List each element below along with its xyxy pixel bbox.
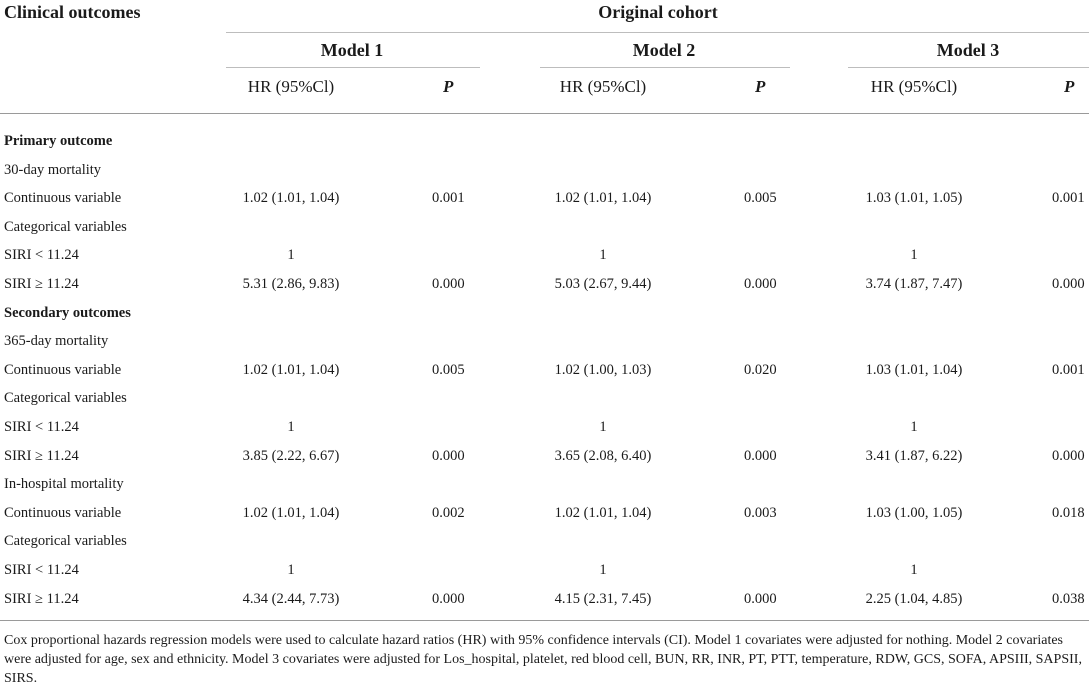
model-3-p-header: P [1064, 77, 1075, 96]
row-label: 365-day mortality [4, 333, 109, 350]
hr-cell-model-3: 3.41 (1.87, 6.22) [865, 447, 963, 464]
model-2-hr-header: HR (95%Cl) [559, 77, 647, 96]
p-cell-model-3: 0.000 [1052, 276, 1085, 292]
p-cell-model-2: 0.020 [744, 361, 777, 378]
hr-cell-model-3: 1 [910, 419, 918, 435]
table-footnote: Cox proportional hazards regression models were used to calculate hazard ratios (HR) with 95% confidence intervals (CI). Model 1 covariates were adjusted for nothing. Model 2 covariates were adjusted for age, sex and ethnicity. Model 3 covariates were adjusted for Los_hospital, platelet, red blood cell, BUN, RR, INR, PT, PTT, temperature, RDW, GCS, SOFA, APSIII, SAPSII, SIRS. [4, 633, 1082, 686]
row-label: Categorical variables [4, 218, 127, 235]
row-label: SIRI < 11.24 [4, 247, 79, 264]
hr-cell-model-2: 1.02 (1.00, 1.03) [554, 361, 652, 378]
model-1-hr-header: HR (95%Cl) [247, 77, 335, 96]
row-label: SIRI ≥ 11.24 [4, 447, 79, 464]
p-cell-model-1: 0.000 [432, 276, 465, 292]
row-label: SIRI < 11.24 [4, 562, 79, 578]
column-header-clinical-outcomes: Clinical outcomes [4, 2, 141, 22]
hr-cell-model-1: 1 [287, 247, 295, 264]
row-label: Categorical variables [4, 390, 127, 407]
p-cell-model-3: 0.038 [1052, 590, 1085, 607]
hr-cell-model-1: 3.85 (2.22, 6.67) [242, 447, 340, 464]
hr-cell-model-1: 1.02 (1.01, 1.04) [242, 361, 340, 378]
model-2-p-header: P [755, 77, 766, 96]
row-label: 30-day mortality [4, 161, 102, 178]
section-label: Secondary outcomes [4, 304, 131, 321]
hr-cell-model-2: 3.65 (2.08, 6.40) [554, 447, 652, 464]
model-2-header: Model 2 [632, 40, 696, 60]
row-label: Categorical variables [4, 533, 127, 550]
hr-cell-model-3: 2.25 (1.04, 4.85) [865, 590, 963, 607]
row-label: Continuous variable [4, 361, 122, 378]
hr-cell-model-2: 5.03 (2.67, 9.44) [554, 276, 652, 292]
p-cell-model-2: 0.005 [744, 190, 777, 207]
header-bottom-rule [0, 113, 1089, 114]
model-1-header: Model 1 [320, 40, 384, 60]
row-label: SIRI ≥ 11.24 [4, 590, 79, 607]
cohort-underline [226, 32, 1089, 33]
hr-cell-model-3: 1.03 (1.00, 1.05) [865, 504, 963, 521]
p-cell-model-2: 0.000 [744, 276, 777, 292]
hr-cell-model-1: 1.02 (1.01, 1.04) [242, 504, 340, 521]
row-label: Continuous variable [4, 190, 122, 207]
model-3-header: Model 3 [936, 40, 1000, 60]
hr-cell-model-1: 1.02 (1.01, 1.04) [242, 190, 340, 207]
hr-cell-model-1: 4.34 (2.44, 7.73) [242, 590, 340, 607]
model-1-p-header: P [443, 77, 454, 96]
column-header-original-cohort: Original cohort [598, 2, 718, 22]
p-cell-model-3: 0.001 [1052, 361, 1085, 378]
p-cell-model-1: 0.002 [432, 504, 465, 521]
p-cell-model-1: 0.001 [432, 190, 465, 207]
row-label: SIRI < 11.24 [4, 419, 79, 435]
hr-cell-model-3: 1.03 (1.01, 1.05) [865, 190, 963, 207]
p-cell-model-2: 0.000 [744, 447, 777, 464]
hr-cell-model-3: 3.74 (1.87, 7.47) [865, 276, 963, 292]
row-label: Continuous variable [4, 504, 122, 521]
hr-cell-model-3: 1 [910, 562, 918, 578]
hr-cell-model-3: 1.03 (1.01, 1.04) [865, 361, 963, 378]
model-3-underline [848, 67, 1089, 68]
hr-cell-model-1: 5.31 (2.86, 9.83) [242, 276, 340, 292]
p-cell-model-2: 0.000 [744, 590, 777, 607]
p-cell-model-1: 0.005 [432, 361, 465, 378]
p-cell-model-1: 0.000 [432, 447, 465, 464]
hr-cell-model-2: 1 [599, 247, 607, 264]
hr-cell-model-2: 1 [599, 562, 607, 578]
model-2-underline [540, 67, 790, 68]
p-cell-model-1: 0.000 [432, 590, 465, 607]
hr-cell-model-2: 1 [599, 419, 607, 435]
hr-cell-model-2: 4.15 (2.31, 7.45) [554, 590, 652, 607]
table-bottom-rule [0, 620, 1089, 621]
hr-cell-model-1: 1 [287, 562, 295, 578]
p-cell-model-3: 0.018 [1052, 504, 1085, 521]
hr-cell-model-2: 1.02 (1.01, 1.04) [554, 504, 652, 521]
model-3-hr-header: HR (95%Cl) [870, 77, 958, 96]
hr-cell-model-3: 1 [910, 247, 918, 264]
section-label: Primary outcome [4, 133, 113, 149]
hr-cell-model-2: 1.02 (1.01, 1.04) [554, 190, 652, 207]
p-cell-model-3: 0.001 [1052, 190, 1085, 207]
p-cell-model-2: 0.003 [744, 504, 777, 521]
model-1-underline [226, 67, 480, 68]
p-cell-model-3: 0.000 [1052, 447, 1085, 464]
row-label: In-hospital mortality [4, 476, 124, 493]
row-label: SIRI ≥ 11.24 [4, 276, 79, 292]
hr-cell-model-1: 1 [287, 419, 295, 435]
